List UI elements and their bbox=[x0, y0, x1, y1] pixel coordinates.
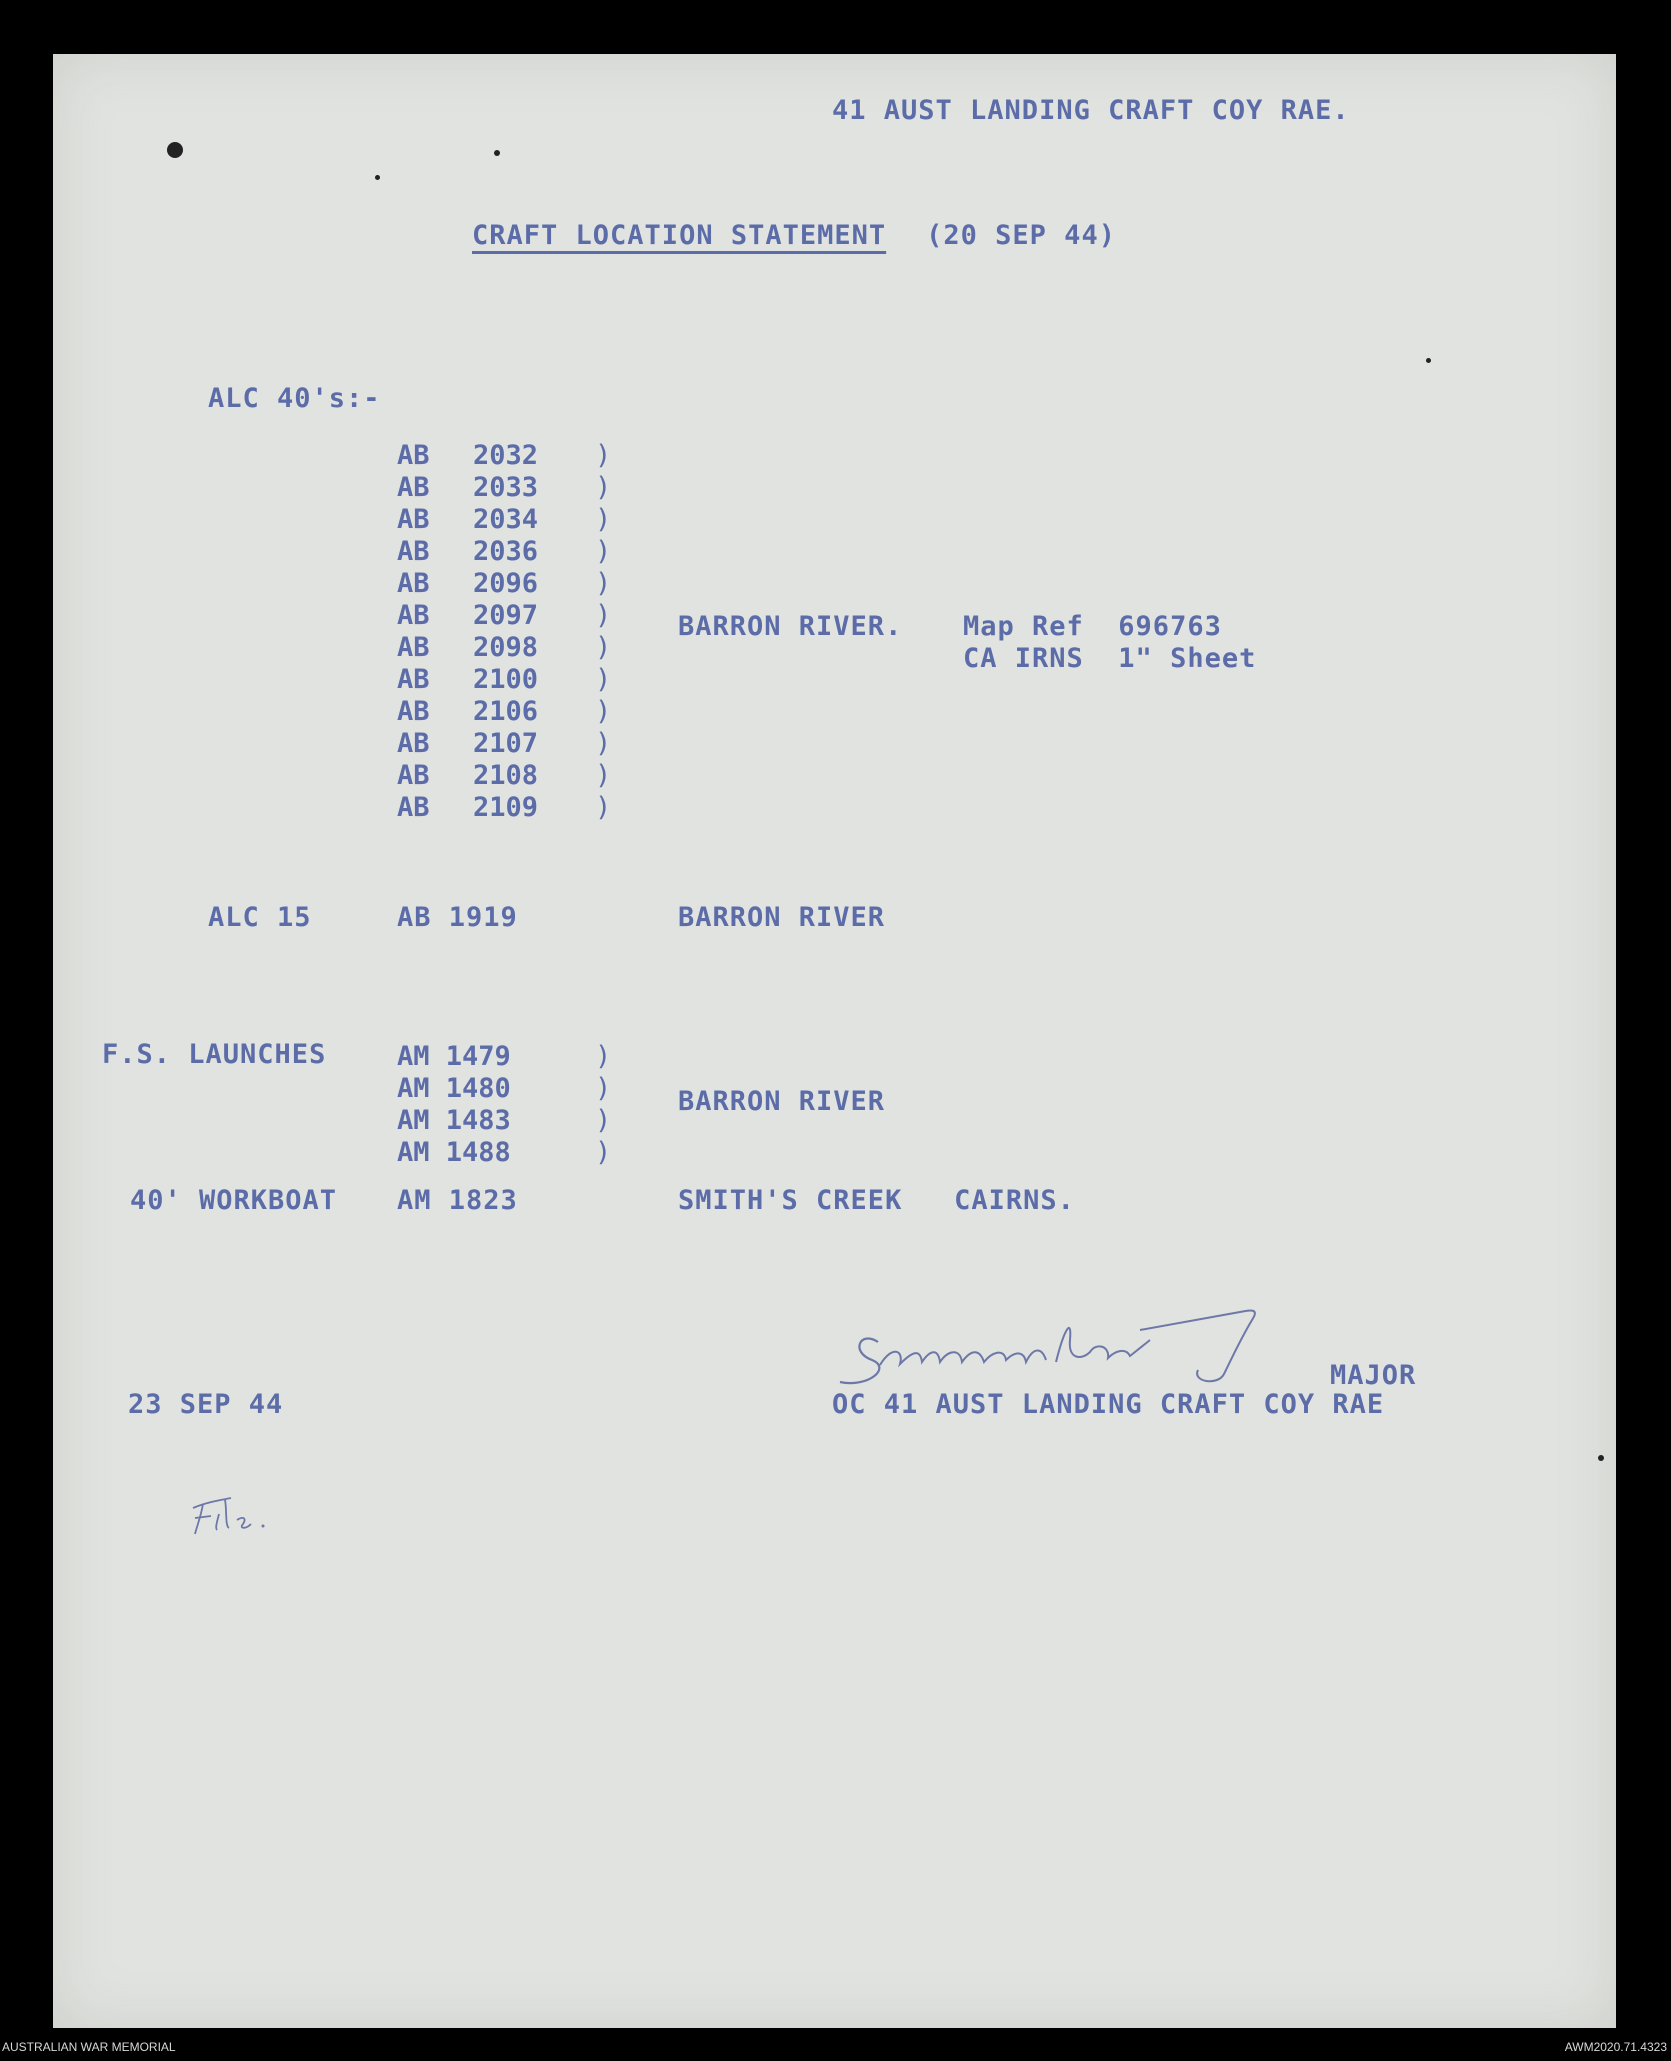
craft-prefix: AB bbox=[397, 568, 430, 599]
workboat-location: SMITH'S CREEK CAIRNS. bbox=[678, 1185, 1075, 1216]
bracket-mark: ) bbox=[595, 792, 612, 823]
bracket-mark: ) bbox=[595, 504, 612, 535]
craft-row bbox=[397, 440, 617, 472]
craft-number: 2034 bbox=[473, 504, 539, 535]
ink-speck bbox=[1598, 1455, 1604, 1461]
footer-institution: AUSTRALIAN WAR MEMORIAL bbox=[2, 2040, 176, 2054]
workboat-craft: AM 1823 bbox=[397, 1185, 518, 1216]
launch-row bbox=[397, 1041, 617, 1073]
alc15-location: BARRON RIVER bbox=[678, 902, 886, 933]
craft-prefix: AB bbox=[397, 600, 430, 631]
signatory-rank: MAJOR bbox=[1330, 1360, 1417, 1391]
ink-speck bbox=[375, 175, 380, 180]
launch-row bbox=[397, 1105, 617, 1137]
ink-speck bbox=[494, 150, 500, 156]
craft-row bbox=[397, 568, 617, 600]
craft-row bbox=[397, 600, 617, 632]
craft-prefix: AB bbox=[397, 664, 430, 695]
craft-prefix: AB bbox=[397, 504, 430, 535]
craft-number: 2098 bbox=[473, 632, 539, 663]
craft-number: 2109 bbox=[473, 792, 539, 823]
bracket-mark: ) bbox=[595, 440, 612, 471]
craft-row bbox=[397, 760, 617, 792]
signatory-office: OC 41 AUST LANDING CRAFT COY RAE bbox=[832, 1389, 1385, 1420]
craft-prefix: AB bbox=[397, 632, 430, 663]
craft-prefix: AB bbox=[397, 792, 430, 823]
craft-row bbox=[397, 728, 617, 760]
craft-number: 2107 bbox=[473, 728, 539, 759]
craft-row bbox=[397, 632, 617, 664]
craft-prefix: AB bbox=[397, 728, 430, 759]
launch-craft: AM 1488 bbox=[397, 1137, 511, 1168]
craft-prefix: AB bbox=[397, 472, 430, 503]
launches-craft-list bbox=[397, 1041, 617, 1169]
craft-row bbox=[397, 472, 617, 504]
group-alc15-label: ALC 15 bbox=[208, 902, 312, 933]
craft-row bbox=[397, 696, 617, 728]
craft-number: 2106 bbox=[473, 696, 539, 727]
launch-craft: AM 1483 bbox=[397, 1105, 511, 1136]
craft-number: 2097 bbox=[473, 600, 539, 631]
handwritten-file-note bbox=[185, 1490, 295, 1540]
bracket-mark: ) bbox=[595, 728, 612, 759]
group-launches-label: F.S. LAUNCHES bbox=[102, 1039, 327, 1070]
bracket-mark: ) bbox=[595, 1041, 612, 1072]
launch-craft: AM 1480 bbox=[397, 1073, 511, 1104]
group-workboat-label: 40' WORKBOAT bbox=[130, 1185, 338, 1216]
craft-number: 2108 bbox=[473, 760, 539, 791]
ink-speck bbox=[1426, 358, 1431, 363]
craft-number: 2036 bbox=[473, 536, 539, 567]
craft-row bbox=[397, 664, 617, 696]
footer-reference: AWM2020.71.4323 bbox=[1564, 2040, 1667, 2054]
craft-row bbox=[397, 536, 617, 568]
launch-row bbox=[397, 1137, 617, 1169]
bracket-mark: ) bbox=[595, 1137, 612, 1168]
craft-number: 2032 bbox=[473, 440, 539, 471]
document-title bbox=[472, 222, 1116, 249]
map-ref-line1: Map Ref 696763 bbox=[963, 611, 1222, 642]
craft-number: 2033 bbox=[473, 472, 539, 503]
craft-prefix: AB bbox=[397, 440, 430, 471]
bracket-mark: ) bbox=[595, 1105, 612, 1136]
alc40-location: BARRON RIVER. bbox=[678, 611, 903, 642]
craft-prefix: AB bbox=[397, 760, 430, 791]
craft-row bbox=[397, 504, 617, 536]
craft-row bbox=[397, 792, 617, 824]
map-ref-line2: CA IRNS 1" Sheet bbox=[963, 643, 1257, 674]
craft-number: 2096 bbox=[473, 568, 539, 599]
bracket-mark: ) bbox=[595, 600, 612, 631]
title-date: (20 SEP 44) bbox=[926, 220, 1116, 251]
group-alc40-label: ALC 40's:- bbox=[208, 383, 381, 414]
unit-header: 41 AUST LANDING CRAFT COY RAE. bbox=[832, 95, 1350, 126]
handwritten-signature bbox=[820, 1290, 1340, 1400]
alc15-craft: AB 1919 bbox=[397, 902, 518, 933]
bracket-mark: ) bbox=[595, 632, 612, 663]
launch-craft: AM 1479 bbox=[397, 1041, 511, 1072]
alc40-craft-list bbox=[397, 440, 617, 824]
bracket-mark: ) bbox=[595, 696, 612, 727]
craft-number: 2100 bbox=[473, 664, 539, 695]
bracket-mark: ) bbox=[595, 664, 612, 695]
signature-date: 23 SEP 44 bbox=[128, 1389, 284, 1420]
bracket-mark: ) bbox=[595, 760, 612, 791]
ink-speck bbox=[167, 142, 183, 158]
bracket-mark: ) bbox=[595, 568, 612, 599]
bracket-mark: ) bbox=[595, 536, 612, 567]
craft-prefix: AB bbox=[397, 696, 430, 727]
bracket-mark: ) bbox=[595, 1073, 612, 1104]
bracket-mark: ) bbox=[595, 472, 612, 503]
craft-prefix: AB bbox=[397, 536, 430, 567]
launches-location: BARRON RIVER bbox=[678, 1086, 886, 1117]
launch-row bbox=[397, 1073, 617, 1105]
title-main: CRAFT LOCATION STATEMENT bbox=[472, 220, 887, 251]
